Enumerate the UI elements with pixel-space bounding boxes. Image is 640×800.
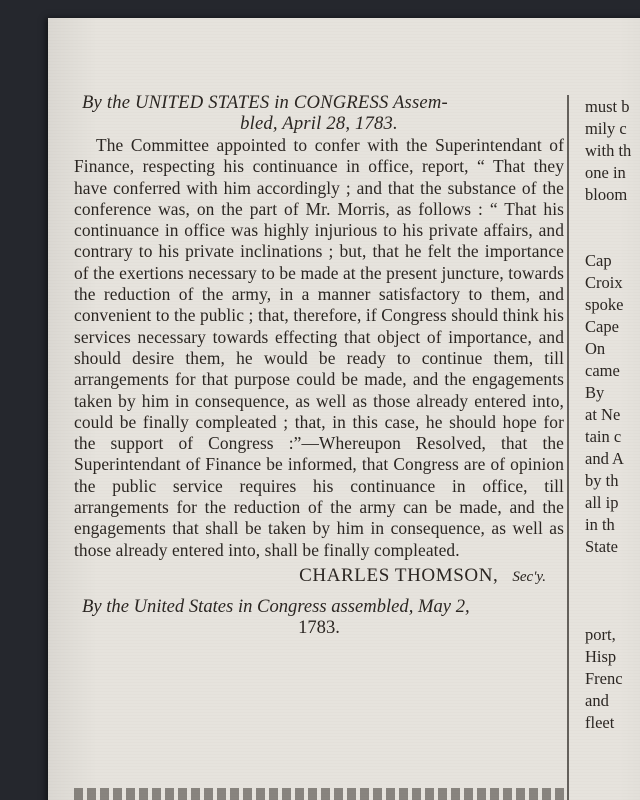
second-headline-line-1: By the United States in Congress assembled, May 2, xyxy=(82,596,470,618)
article-headline xyxy=(74,92,564,134)
adjacent-fragment: mily c xyxy=(585,119,627,138)
adjacent-fragment: By xyxy=(585,383,605,402)
adjacent-fragment: spoke xyxy=(585,295,624,314)
adjacent-fragment: Frenc xyxy=(585,669,623,688)
adjacent-fragment: bloom xyxy=(585,185,628,204)
adjacent-fragment: with th xyxy=(585,141,632,160)
adjacent-fragment: and xyxy=(585,691,609,710)
adjacent-fragment: tain c xyxy=(585,427,622,446)
signature xyxy=(74,565,564,588)
signature-name: CHARLES THOMSON, xyxy=(299,564,499,586)
headline-line-2: bled, April 28, 1783. xyxy=(240,113,398,134)
adjacent-fragment: Croix xyxy=(585,273,623,292)
adjacent-fragment: must b xyxy=(585,97,630,116)
adjacent-fragment: Cape xyxy=(585,317,619,336)
adjacent-fragment: at Ne xyxy=(585,405,621,424)
adjacent-fragment: fleet xyxy=(585,713,615,732)
cut-off-text-line xyxy=(74,788,564,800)
adjacent-fragment: all ip xyxy=(585,493,619,512)
headline-line-1: By the UNITED STATES in CONGRESS Assem- xyxy=(82,92,448,113)
adjacent-fragment: State xyxy=(585,537,618,556)
adjacent-fragment: one in xyxy=(585,163,626,182)
adjacent-fragment: and A xyxy=(585,449,624,468)
signature-title: Sec'y. xyxy=(512,568,546,585)
adjacent-fragment: On xyxy=(585,339,606,358)
adjacent-fragment: in th xyxy=(585,515,615,534)
adjacent-fragment: came xyxy=(585,361,620,380)
adjacent-fragment: Hisp xyxy=(585,647,617,666)
second-article-headline xyxy=(74,596,564,638)
adjacent-fragment: port, xyxy=(585,625,616,644)
column-divider xyxy=(567,95,569,800)
adjacent-fragment: by th xyxy=(585,471,619,490)
adjacent-fragment: Cap xyxy=(585,251,612,270)
article-column xyxy=(74,92,564,638)
second-headline-line-2: 1783. xyxy=(298,617,340,639)
article-body: The Committee appointed to confer with the Superintendant of Finance, respecting his continuance in office, report, “ That they have conferred with him accordingly ; and that the substance of the conference was, on the part of Mr. Morris, as follows : “ That his continuance in office was highly injurious to his private affairs, and contrary to his private inclinations ; but, that he felt the importance of the exertions necessary to be made at the present juncture, towards the reduction of the army, in a manner satisfactory to them, and convenient to the public ; that, therefore, if Congress should think his services necessary towards effecting that object of importance, and should desire them, he would be ready to continue them, till arrangements for that purpose could be made, and the engagements taken by him in consequence, as well as those already entered into, could be finally compleated ; that, in this case, he should hope for the support of Congress :”—Whereupon Resolved, that the Superintendant of Finance be informed, that Congress are of opinion the public service requires his continuance in office, till arrangements for the reduction of the army can be made, and the engagements that shall be taken by him in consequence, as well as those already entered into, shall be finally compleated. xyxy=(74,135,564,560)
